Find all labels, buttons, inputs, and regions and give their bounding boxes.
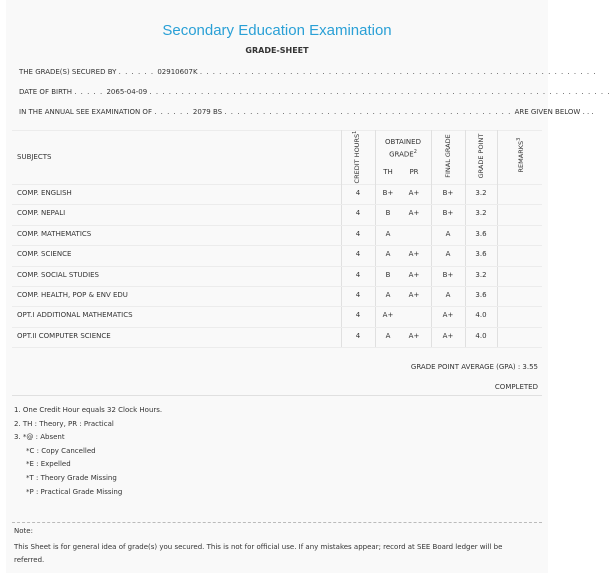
credit-hours-cell: 4 [355,291,361,299]
final-grade-cell: A [445,291,451,299]
table-header-border [12,184,542,185]
grade-point-cell: 4.0 [475,311,487,320]
subject-name-cell: COMP. NEPALI [17,209,66,218]
result-status: COMPLETED [494,383,538,391]
final-grade-cell: B+ [442,189,454,197]
credit-hours-cell: 4 [355,311,361,320]
practical-grade-cell: A+ [408,291,420,299]
legend-item: 3. *@ : Absent [14,433,65,442]
subjects-header: SUBJECTS [17,153,52,161]
grade-point-cell: 3.2 [475,189,487,197]
page-title: Secondary Education Examination [162,22,392,39]
col-divider [497,130,498,347]
info-exam-label: IN THE ANNUAL SEE EXAMINATION OF [19,108,152,116]
col-divider [375,130,376,347]
obtained-grade-header: OBTAINED GRADE$^2$ [385,138,421,159]
subject-name-cell: COMP. ENGLISH [17,189,72,197]
grade-point-header: GRADE POINT [477,133,485,179]
subject-name-cell: COMP. SCIENCE [17,250,72,259]
gpa-summary: GRADE POINT AVERAGE (GPA) : 3.55 [410,363,538,371]
footer-divider [12,522,542,523]
grade-point-cell: 3.2 [475,270,487,279]
row-divider [12,327,542,328]
final-grade-cell: A+ [442,311,454,320]
row-divider [12,286,542,287]
info-symbol-value: 02910607K [157,68,198,76]
info-symbol-line: THE GRADE(S) SECURED BY . . . . . . 02910607K . . . . . . . . . . . . . . . . . . . . . . . . . . . . . . . . . . . . . . . . . . . . . . . . . . . . . . . . . . . . . . [19,68,597,76]
credit-hours-cell: 4 [355,229,361,238]
subject-name-cell: COMP. SOCIAL STUDIES [17,270,100,279]
legend-item: 2. TH : Theory, PR : Practical [14,419,114,428]
grade-point-cell: 3.2 [475,209,487,218]
footer-note-text: This Sheet is for general idea of grade(s) you secured. This is not for official use. If any mistakes appear; record at SEE Board ledger will be referred. [14,543,503,564]
info-exam-suffix: ARE GIVEN BELOW . . . [514,108,594,116]
legend-item: *T : Theory Grade Missing [26,473,117,482]
legend-notes [14,404,162,499]
info-exam-value: 2079 BS [192,108,223,116]
practical-grade-cell: A+ [408,189,420,197]
grade-point-cell: 3.6 [475,250,487,259]
info-symbol-label: THE GRADE(S) SECURED BY [19,68,117,76]
info-dob-line: DATE OF BIRTH . . . . . 2065-04-09 . . . . . . . . . . . . . . . . . . . . . . . . . . . . . . . . . . . . . . . . . . . . . . . . . . . . . . . . . . . . . . . . . . . . . . . . [19,88,611,96]
row-divider [12,204,542,205]
table-bottom-border [12,347,542,348]
final-grade-cell: A+ [442,331,454,340]
row-divider [12,306,542,307]
final-grade-header: FINAL GRADE [444,134,452,178]
footer-note-label: Note: [14,527,33,535]
practical-grade-cell: A+ [408,209,420,218]
credit-hours-cell: 4 [355,189,361,197]
pr-header: PR [409,168,419,176]
final-grade-cell: B+ [442,270,454,279]
summary-divider [12,395,542,396]
legend-item: *P : Practical Grade Missing [26,487,123,496]
theory-grade-cell: A [385,250,391,259]
grade-point-cell: 3.6 [475,291,487,299]
subject-name-cell: COMP. HEALTH, POP & ENV EDU [17,291,128,299]
final-grade-cell: B+ [442,209,454,218]
legend-item: 1. One Credit Hour equals 32 Clock Hours. [14,406,163,414]
info-dob-value: 2065-04-09 [106,88,148,96]
theory-grade-cell: B+ [382,189,394,197]
theory-grade-cell: A [385,229,391,238]
practical-grade-cell: A+ [408,270,420,279]
subject-name-cell: OPT.II COMPUTER SCIENCE [17,331,111,340]
page-subtitle: GRADE-SHEET [245,46,309,55]
credit-hours-cell: 4 [355,270,361,279]
grade-point-cell: 4.0 [475,331,487,340]
practical-grade-cell: A+ [408,250,420,259]
legend-item: *C : Copy Cancelled [26,446,96,455]
info-dob-label: DATE OF BIRTH [19,88,72,96]
theory-grade-cell: B [385,270,391,279]
legend-item: *E : Expelled [26,460,71,469]
credit-hours-cell: 4 [355,331,361,340]
subject-name-cell: COMP. MATHEMATICS [17,229,92,238]
credit-hours-header: CREDIT HOURS$^1$ [351,130,362,184]
table-top-border [12,130,542,131]
final-grade-cell: A [445,229,451,238]
grade-sheet [6,0,611,573]
row-divider [12,266,542,267]
theory-grade-cell: B [385,209,391,218]
credit-hours-cell: 4 [355,250,361,259]
th-header: TH [383,168,393,176]
theory-grade-cell: A [385,291,391,299]
grade-point-cell: 3.6 [475,229,487,238]
theory-grade-cell: A [385,331,391,340]
practical-grade-cell: A+ [408,331,420,340]
credit-hours-cell: 4 [355,209,361,218]
subject-name-cell: OPT.I ADDITIONAL MATHEMATICS [17,311,133,320]
info-exam-line: IN THE ANNUAL SEE EXAMINATION OF . . . . . . 2079 BS . . . . . . . . . . . . . . . . . . . . . . . . . . . . . . . . . . . . . . . . . . . . . ARE GIVEN BELOW . . . [19,108,594,116]
row-divider [12,225,542,226]
theory-grade-cell: A+ [382,311,394,320]
remarks-header: REMARKS$^3$ [515,137,526,173]
row-divider [12,245,542,246]
final-grade-cell: A [445,250,451,259]
